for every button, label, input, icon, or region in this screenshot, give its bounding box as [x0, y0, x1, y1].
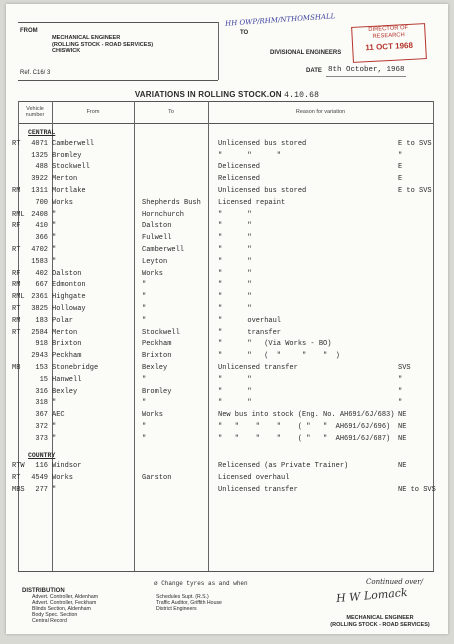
from-garage: Mortlake	[52, 187, 86, 195]
stamp-line: RESEARCH	[372, 32, 405, 40]
table-row	[12, 151, 442, 162]
vehicle-number: 153	[35, 364, 48, 372]
from-line: MECHANICAL ENGINEER	[52, 35, 121, 41]
vehicle-class: RM	[12, 316, 21, 325]
vehicle-class: RML	[12, 293, 25, 302]
from-garage: Holloway	[52, 305, 86, 313]
from-garage: AEC	[52, 411, 65, 420]
reason-text: " " (Via Works - BO)	[218, 340, 332, 349]
vehicle-number: 3922	[31, 175, 48, 184]
from-label: FROM	[20, 28, 38, 34]
table-row	[12, 351, 442, 362]
reason-text: Licensed repaint	[218, 198, 286, 207]
column-header-to: To	[168, 109, 174, 115]
to-garage: Stockwell	[142, 328, 180, 337]
from-garage: Works	[52, 474, 74, 483]
destination-note: E to SVS	[398, 187, 432, 195]
title-text: VARIATIONS IN ROLLING STOCK.ON	[134, 90, 282, 99]
vehicle-number: 15	[39, 375, 48, 384]
to-garage: Camberwell	[142, 246, 185, 254]
vehicle-number: 2943	[31, 352, 48, 361]
to-garage: Works	[142, 269, 164, 278]
from-garage: "	[52, 257, 57, 266]
date-label: DATE	[306, 68, 322, 74]
vehicle-class: MBS	[12, 486, 25, 494]
vehicle-number: 1311	[31, 187, 48, 195]
distribution-item: Traffic Auditor, Griffith House	[156, 600, 222, 606]
to-garage: "	[142, 293, 147, 302]
reason-text: Delicensed	[218, 163, 261, 172]
table-row	[12, 198, 442, 209]
reason-text: " overhaul	[218, 316, 282, 325]
from-garage: "	[52, 423, 57, 431]
table-row	[12, 434, 442, 445]
table-row	[12, 162, 442, 173]
vehicle-number: 1583	[31, 257, 48, 266]
reason-text: Licensed overhaul	[218, 474, 290, 483]
table-row	[12, 485, 442, 496]
to-garage: Hornchurch	[142, 210, 185, 219]
from-garage: Hanwell	[52, 375, 82, 384]
to-garage: Garston	[142, 474, 172, 483]
vehicle-number: 410	[35, 222, 48, 231]
vehicle-number: 2361	[31, 293, 48, 302]
from-garage: "	[52, 434, 57, 443]
to-garage: "	[142, 305, 147, 313]
reason-text: Unlicensed bus stored	[218, 139, 307, 148]
document-page	[6, 4, 448, 634]
vehicle-number: 372	[35, 423, 48, 431]
to-handwritten-note: HH OWP/RHM/NTHOMSHALL	[224, 12, 336, 28]
distribution-item: Advert. Controller, Aldenham	[32, 594, 99, 600]
destination-note: E	[398, 175, 403, 184]
reason-text: " "	[218, 269, 252, 278]
table-row	[12, 245, 442, 256]
reason-text: " "	[218, 257, 252, 266]
from-garage: "	[52, 246, 57, 254]
table-row	[12, 398, 442, 409]
from-garage: "	[52, 486, 57, 494]
signatory-line: (ROLLING STOCK - ROAD SERVICES)	[330, 621, 430, 628]
vehicle-class: RT	[12, 474, 21, 483]
from-garage: Dalston	[52, 269, 82, 278]
vehicle-class: RF	[12, 222, 21, 231]
vehicle-number: 918	[35, 340, 48, 349]
distribution-item: Schedules Supt. (R.S.)	[156, 594, 209, 600]
table-row	[12, 257, 442, 268]
vehicle-number: 277	[35, 486, 48, 494]
vehicle-class: RT	[12, 305, 21, 313]
reason-text: " "	[218, 246, 252, 254]
stamp-date: 11 OCT 1968	[365, 40, 414, 53]
from-garage: "	[52, 222, 57, 231]
to-garage: "	[142, 434, 147, 443]
reason-text: New bus into stock (Eng. No. AH691/6J/683)	[218, 411, 395, 420]
column-header-vehicle: Vehicle number	[25, 106, 45, 118]
from-garage: Peckham	[52, 352, 82, 361]
destination-note: E to SVS	[398, 139, 432, 148]
vehicle-number: 3825	[31, 305, 48, 313]
table-row	[12, 304, 442, 315]
destination-note: NE	[398, 462, 407, 471]
reason-text: Relicensed	[218, 175, 261, 184]
signatory-line: MECHANICAL ENGINEER	[346, 615, 414, 621]
from-line: CHISWICK	[52, 48, 81, 54]
vehicle-class: MB	[12, 364, 21, 372]
destination-note: "	[398, 151, 403, 160]
reason-text: " " "	[218, 151, 282, 160]
destination-note: NE to SVS	[398, 486, 436, 494]
reason-text: " "	[218, 305, 252, 313]
from-line: (ROLLING STOCK - ROAD SERVICES)	[52, 41, 154, 48]
reason-text: " "	[218, 210, 252, 219]
to-garage: Shepherds Bush	[142, 198, 201, 207]
vehicle-class: RF	[12, 269, 21, 278]
distribution-item: Advert. Controller, Feckham	[32, 600, 97, 606]
reason-text: " "	[218, 375, 252, 384]
table-row	[12, 210, 442, 221]
destination-note: "	[398, 375, 403, 384]
signature: H W Lomack	[335, 585, 409, 606]
vehicle-number: 318	[35, 399, 48, 408]
section-label: CENTRAL	[28, 129, 56, 136]
to-garage: "	[142, 316, 147, 325]
vehicle-class: RT	[12, 139, 21, 148]
column-header-reason: Reason for variation	[295, 109, 346, 115]
table-row	[12, 375, 442, 386]
to-garage: Fulwell	[142, 234, 172, 243]
from-garage: Brixton	[52, 340, 82, 349]
reason-text: " " ( " " " )	[218, 352, 340, 361]
reason-text: " " " " ( " " AH691/6J/696)	[218, 423, 391, 431]
vehicle-number: 373	[35, 434, 48, 443]
vehicle-number: 183	[35, 316, 48, 325]
reason-text: " "	[218, 222, 252, 231]
from-garage: "	[52, 399, 57, 408]
from-garage: Merton	[52, 328, 78, 337]
vehicle-number: 4702	[31, 246, 48, 254]
table-row	[12, 461, 442, 472]
table-row	[12, 473, 442, 484]
from-garage: Stockwell	[52, 163, 90, 172]
section-label: COUNTRY	[28, 451, 56, 459]
vehicle-number: 316	[35, 387, 48, 396]
vehicle-number: 1325	[31, 151, 48, 160]
destination-note: NE	[398, 411, 407, 420]
vehicle-number: 116	[35, 462, 48, 471]
distribution-list-2	[156, 594, 222, 612]
from-garage: Camberwell	[52, 139, 95, 148]
variations-table	[12, 4, 442, 634]
signatory-title	[324, 615, 436, 628]
to-garage: Leyton	[142, 257, 168, 266]
to-garage: Peckham	[142, 340, 172, 349]
to-garage: Works	[142, 411, 164, 420]
reason-text: " " " " ( " " AH691/6J/687)	[218, 434, 391, 443]
destination-note: NE	[398, 434, 407, 443]
reason-text: " "	[218, 399, 252, 408]
date-value: 8th October, 1968	[328, 66, 405, 74]
reference-number: Ref. C16/ 3	[20, 70, 51, 76]
reason-text: " "	[218, 234, 252, 243]
distribution-item: Blinds Section, Aldenham	[32, 606, 91, 612]
from-garage: Bromley	[52, 151, 82, 160]
to-garage: "	[142, 399, 147, 408]
vehicle-number: 4071	[31, 139, 48, 148]
table-row	[12, 269, 442, 280]
reason-text: Unlicensed bus stored	[218, 187, 307, 195]
reason-text: Unlicensed transfer	[218, 486, 298, 494]
column-header-from: From	[86, 109, 100, 115]
vehicle-number: 700	[35, 198, 48, 207]
table-row	[12, 422, 442, 433]
reason-text: " transfer	[218, 328, 282, 337]
table-row	[12, 280, 442, 291]
distribution-label: DISTRIBUTION	[22, 588, 65, 594]
vehicle-number: 367	[35, 411, 48, 420]
vehicle-number: 667	[35, 281, 48, 290]
vehicle-class: RT	[12, 328, 21, 337]
to-garage: "	[142, 281, 147, 290]
reason-text: " "	[218, 293, 252, 302]
table-row	[12, 233, 442, 244]
distribution-item: Central Record	[32, 618, 67, 624]
destination-note: NE	[398, 423, 407, 431]
vehicle-number: 2584	[31, 328, 48, 337]
to-garage: Bromley	[142, 387, 172, 396]
vehicle-class: RT	[12, 246, 21, 254]
destination-note: E	[398, 163, 403, 172]
table-row	[12, 221, 442, 232]
from-garage: "	[52, 210, 57, 219]
title-date: 4.10.68	[284, 91, 320, 100]
vehicle-class: RM	[12, 281, 21, 290]
table-row	[12, 186, 442, 197]
reason-text: " "	[218, 281, 252, 290]
footnote: ø Change tyres as and when	[154, 580, 248, 587]
reason-text: Relicensed (as Private Trainer)	[218, 462, 349, 471]
table-row	[12, 410, 442, 421]
vehicle-class: RTW	[12, 462, 25, 471]
to-garage: Bexley	[142, 364, 168, 372]
vehicle-number: 2408	[31, 210, 48, 219]
destination-note: "	[398, 387, 403, 396]
table-row	[12, 139, 442, 150]
vehicle-class: RML	[12, 210, 25, 219]
table-row	[12, 328, 442, 339]
from-garage: Polar	[52, 316, 74, 325]
table-row	[12, 339, 442, 350]
vehicle-number: 488	[35, 163, 48, 172]
from-garage: Stonebridge	[52, 364, 99, 372]
table-row	[12, 316, 442, 327]
distribution-item: District Engineers	[156, 606, 197, 612]
stamp-line: DIRECTOR OF	[368, 24, 409, 34]
table-row	[12, 363, 442, 374]
distribution-item: Body Spec. Section	[32, 612, 78, 618]
vehicle-number: 366	[35, 234, 48, 243]
from-garage: Works	[52, 198, 74, 207]
vehicle-class: RM	[12, 187, 21, 195]
from-garage: Merton	[52, 175, 78, 184]
vehicle-number: 4549	[31, 474, 48, 483]
to-garage: "	[142, 423, 147, 431]
destination-note: "	[398, 399, 403, 408]
to-garage: Brixton	[142, 352, 172, 361]
vehicle-number: 402	[35, 269, 48, 278]
distribution-list	[32, 594, 98, 624]
to-garage: Dalston	[142, 222, 172, 231]
to-recipient: DIVISIONAL ENGINEERS	[270, 50, 342, 56]
to-label: TO	[240, 30, 249, 36]
to-garage: "	[142, 375, 147, 384]
reason-text: Unlicensed transfer	[218, 364, 298, 372]
reason-text: " "	[218, 387, 252, 396]
table-row	[12, 387, 442, 398]
destination-note: SVS	[398, 364, 411, 372]
from-garage: Highgate	[52, 293, 86, 302]
table-row	[12, 174, 442, 185]
from-garage: Windsor	[52, 462, 82, 471]
table-row	[12, 292, 442, 303]
from-garage: Bexley	[52, 387, 78, 396]
from-garage: Edmonton	[52, 281, 86, 290]
continued-note: Continued over/	[366, 578, 424, 586]
from-garage: "	[52, 234, 57, 243]
